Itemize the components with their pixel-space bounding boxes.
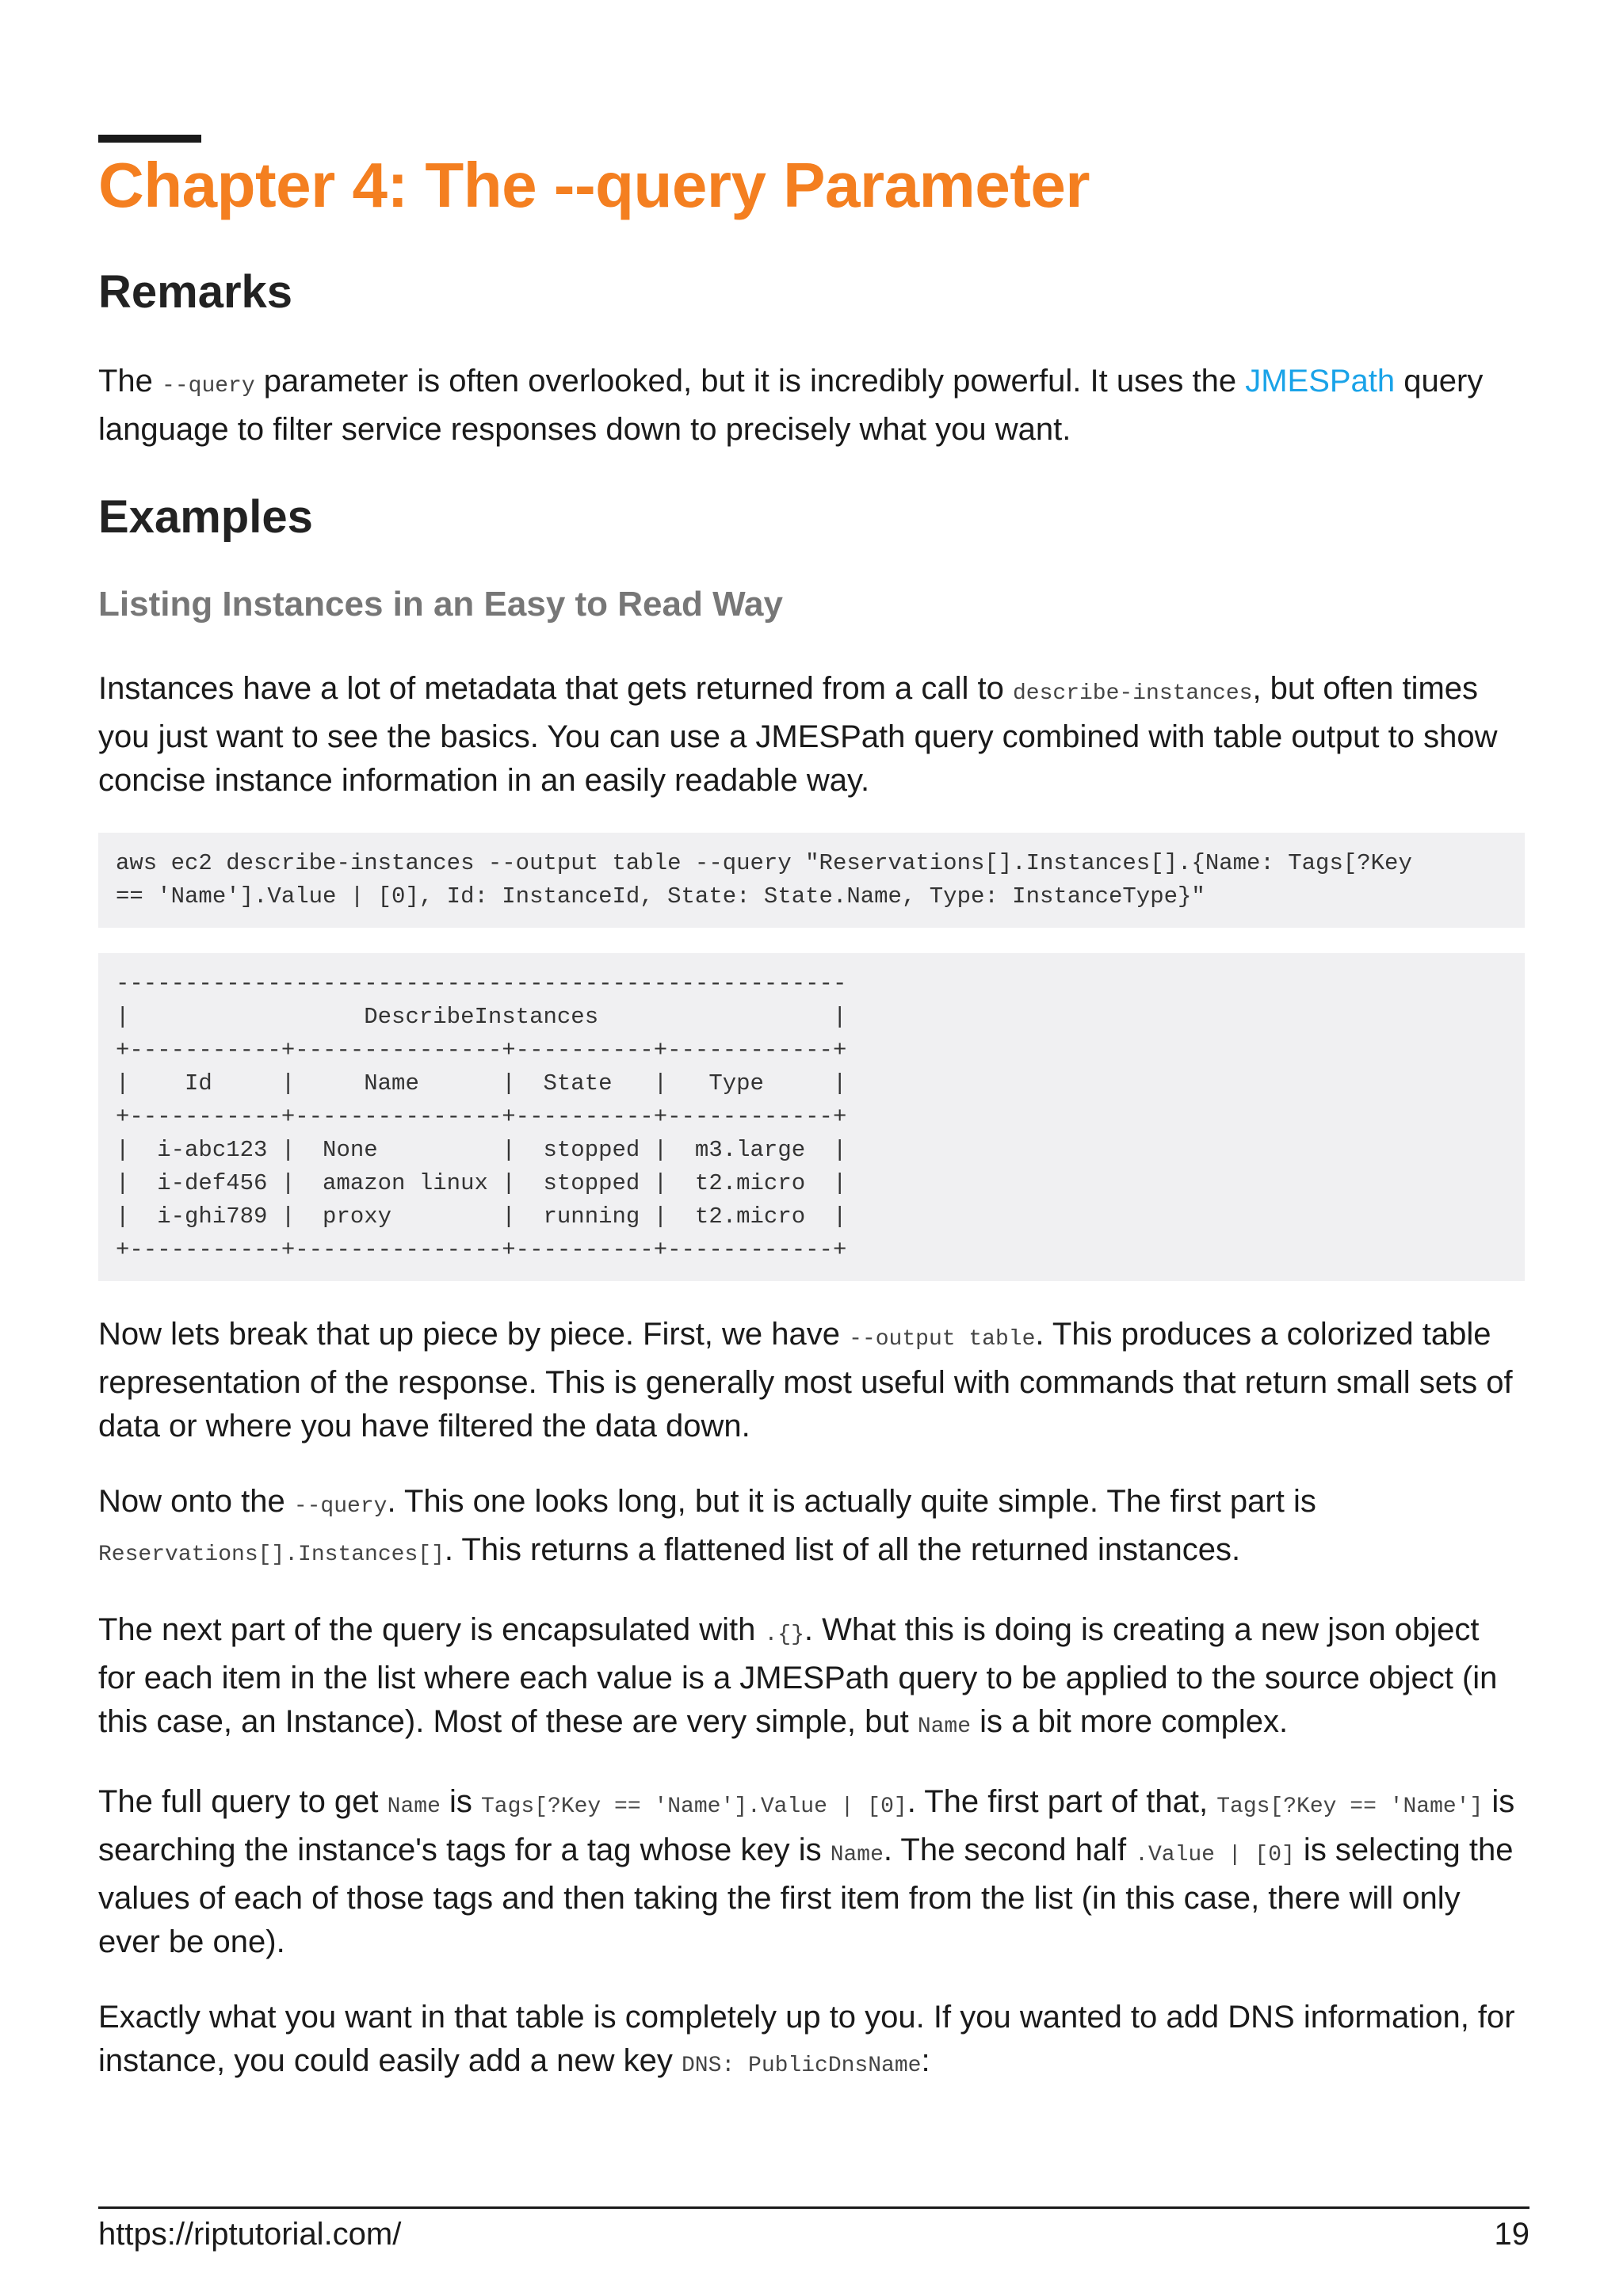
- inline-code: describe-instances: [1012, 681, 1253, 706]
- text: . This produces a colorized table representation of the response. This is generally most useful with commands that return small sets of data or where you have filtered the data down.: [98, 1316, 1513, 1444]
- inline-code: Tags[?Key == 'Name']: [1216, 1794, 1484, 1819]
- text: The full query to get: [98, 1783, 388, 1819]
- text: query language to filter service responses down to precisely what you want.: [98, 363, 1484, 447]
- full-query-paragraph: [98, 1780, 1525, 1964]
- chapter-title: Chapter 4: The --query Parameter: [98, 150, 1090, 220]
- inline-code: Name: [387, 1794, 441, 1819]
- examples-heading: Examples: [98, 490, 313, 543]
- example-subheading: Listing Instances in an Easy to Read Way: [98, 585, 783, 624]
- intro-paragraph: [98, 667, 1525, 803]
- page-content: [98, 135, 1525, 2088]
- text: . What this is doing is creating a new json object for each item in the list where each value is a JMESPath query to be applied to the source object (in this case, an Instance). Most of these are very simple, but: [98, 1611, 1498, 1739]
- text: is searching the instance's tags for a tag whose key is: [98, 1783, 1515, 1867]
- footer-url[interactable]: https://riptutorial.com/: [98, 2217, 402, 2252]
- inline-code: --query: [293, 1493, 388, 1519]
- inline-code: --query: [162, 373, 255, 399]
- output-explanation-paragraph: [98, 1313, 1525, 1448]
- inline-code: --output table: [849, 1326, 1036, 1352]
- text: :: [921, 2042, 930, 2078]
- output-code-block: ----------------------------------------------------- | DescribeInstances | +-----------+---------------+----------+------------+ | Id | Name | State | Type | +-----------+---------------+----------+------------+ | i-abc123 | None | stopped | m3.large | | i-def456 | amazon linux | stopped | t2.micro | | i-ghi789 | proxy | running | t2.micro | +-----------+---------------+----------+------------+: [98, 953, 1525, 1281]
- page-footer: [98, 2206, 1529, 2252]
- text: The: [98, 363, 162, 399]
- page-number: 19: [1494, 2217, 1529, 2252]
- text: . The first part of that,: [907, 1783, 1217, 1819]
- inline-code: .Value | [0]: [1135, 1842, 1295, 1867]
- exact-paragraph: [98, 1996, 1525, 2088]
- text: . This returns a flattened list of all the returned instances.: [444, 1531, 1241, 1567]
- remarks-heading: Remarks: [98, 266, 293, 318]
- inline-code: Tags[?Key == 'Name'].Value | [0]: [481, 1794, 907, 1819]
- inline-code: DNS: PublicDnsName: [682, 2053, 922, 2078]
- text: Now lets break that up piece by piece. First, we have: [98, 1316, 850, 1352]
- next-part-paragraph: [98, 1608, 1525, 1749]
- text: Instances have a lot of metadata that gets returned from a call to: [98, 670, 1013, 706]
- text: , but often times you just want to see the basics. You can use a JMESPath query combined with table output to show concise instance information in an easily readable way.: [98, 670, 1498, 798]
- text: is a bit more complex.: [971, 1703, 1289, 1739]
- jmespath-link[interactable]: JMESPath: [1245, 363, 1396, 399]
- query-explanation-paragraph: [98, 1480, 1525, 1577]
- text: is: [440, 1783, 481, 1819]
- text: Now onto the: [98, 1483, 294, 1519]
- inline-code: .{}: [764, 1622, 804, 1647]
- text: . The second half: [883, 1832, 1136, 1867]
- text: is selecting the values of each of those tags and then taking the first item from the list (in this case, there will only ever be one).: [98, 1832, 1514, 1959]
- chapter-rule: [98, 135, 201, 143]
- text: The next part of the query is encapsulated with: [98, 1611, 765, 1647]
- inline-code: Name: [830, 1842, 884, 1867]
- text: . This one looks long, but it is actually quite simple. The first part is: [387, 1483, 1316, 1519]
- text: parameter is often overlooked, but it is incredibly powerful. It uses the: [254, 363, 1246, 399]
- remarks-paragraph: [98, 360, 1525, 452]
- inline-code: Reservations[].Instances[]: [98, 1542, 445, 1567]
- inline-code: Name: [917, 1714, 972, 1739]
- text: Exactly what you want in that table is completely up to you. If you wanted to add DNS information, for instance, you could easily add a new key: [98, 1999, 1515, 2078]
- command-code-block: aws ec2 describe-instances --output table --query "Reservations[].Instances[].{Name: Tags[?Key == 'Name'].Value | [0], Id: InstanceId, State: State.Name, Type: InstanceType}": [98, 833, 1525, 928]
